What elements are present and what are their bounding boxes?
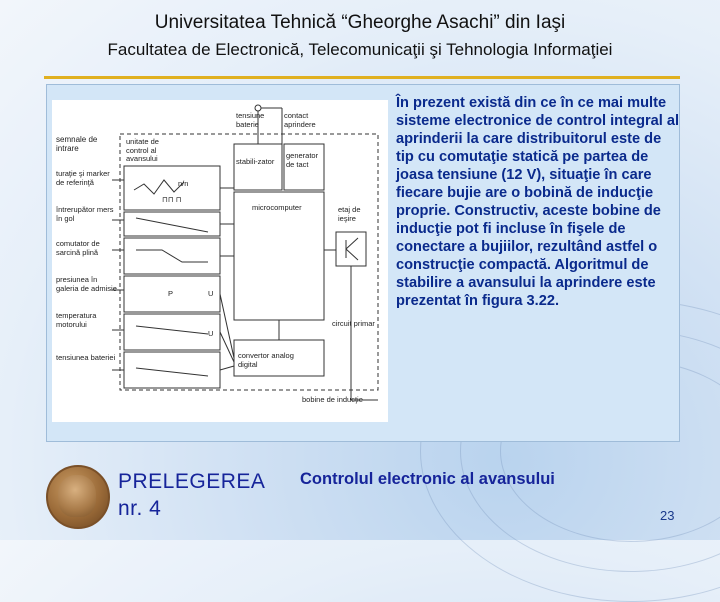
label-advance-units: unitate de control al avansului [126,137,159,163]
lecture-title [118,468,265,522]
label-battery-voltage: tensiunea bateriei [56,353,116,362]
label-engine-temp: temperatura motorului [56,311,97,329]
faculty-title: Facultatea de Electronică, Telecomunicaţii şi Tehnologia Informaţiei [107,40,613,59]
lecture-line2: nr. 4 [118,497,162,520]
lecture-subtitle: Controlul electronic al avansului [300,470,555,488]
label-ch1: n/n [178,179,189,188]
label-ignition-coil: bobine de inducţie [302,395,363,404]
label-idle-throttle: întrerupător mers în gol [56,205,114,223]
label-intake-pressure: presiunea în galeria de admisie [56,275,117,293]
label-adc: convertor analog digital [238,351,294,369]
header-divider [44,76,680,79]
label-primary-circuit: circuit primar [332,319,375,328]
block-diagram [52,100,388,422]
label-stabilizer: stabili-zator [236,157,275,166]
lecture-line1: PRELEGEREA [118,470,266,493]
label-rpm-reference: turaţie şi marker de referinţă [56,169,110,187]
label-ch6: U [208,289,214,298]
label-out-u: U [208,329,214,338]
label-supply-voltage: tensiune baterie [236,111,265,129]
label-ch4: P [168,289,174,298]
university-medal-logo [46,465,110,529]
label-input-signals: semnale de intrare [56,135,98,153]
label-ignition-contact: contact aprindere [284,111,316,129]
label-pulse-marks: ⊓⊓ ⊓ [162,195,182,204]
label-output-stage: etaj de ieşire [338,205,361,223]
page-number: 23 [660,508,675,523]
label-full-load-switch: comutator de sarcină plină [56,239,100,257]
portrait-icon [58,475,96,517]
label-clock-generator: generator de tact [286,151,319,169]
body-paragraph: În prezent există din ce în ce mai multe sisteme electronice de control integral al aprinderii la care distribuitorul este de tip cu comutaţie statică pe partea de joasa tensiune (12 V), situaţie în care fiecare bujie are o bobină de inducţie proprie. Constructiv, aceste bobine de inducţie pot fi incluse în fişele de conectare a bujiilor, rezultând astfel o construcţie compactă. Algoritmul de stabilire a avansului la aprindere este prezentat în figura 3.22. [396,95,680,309]
label-microcomputer: microcomputer [252,203,302,212]
university-title: Universitatea Tehnică “Gheorghe Asachi” din Iaşi [154,12,566,33]
